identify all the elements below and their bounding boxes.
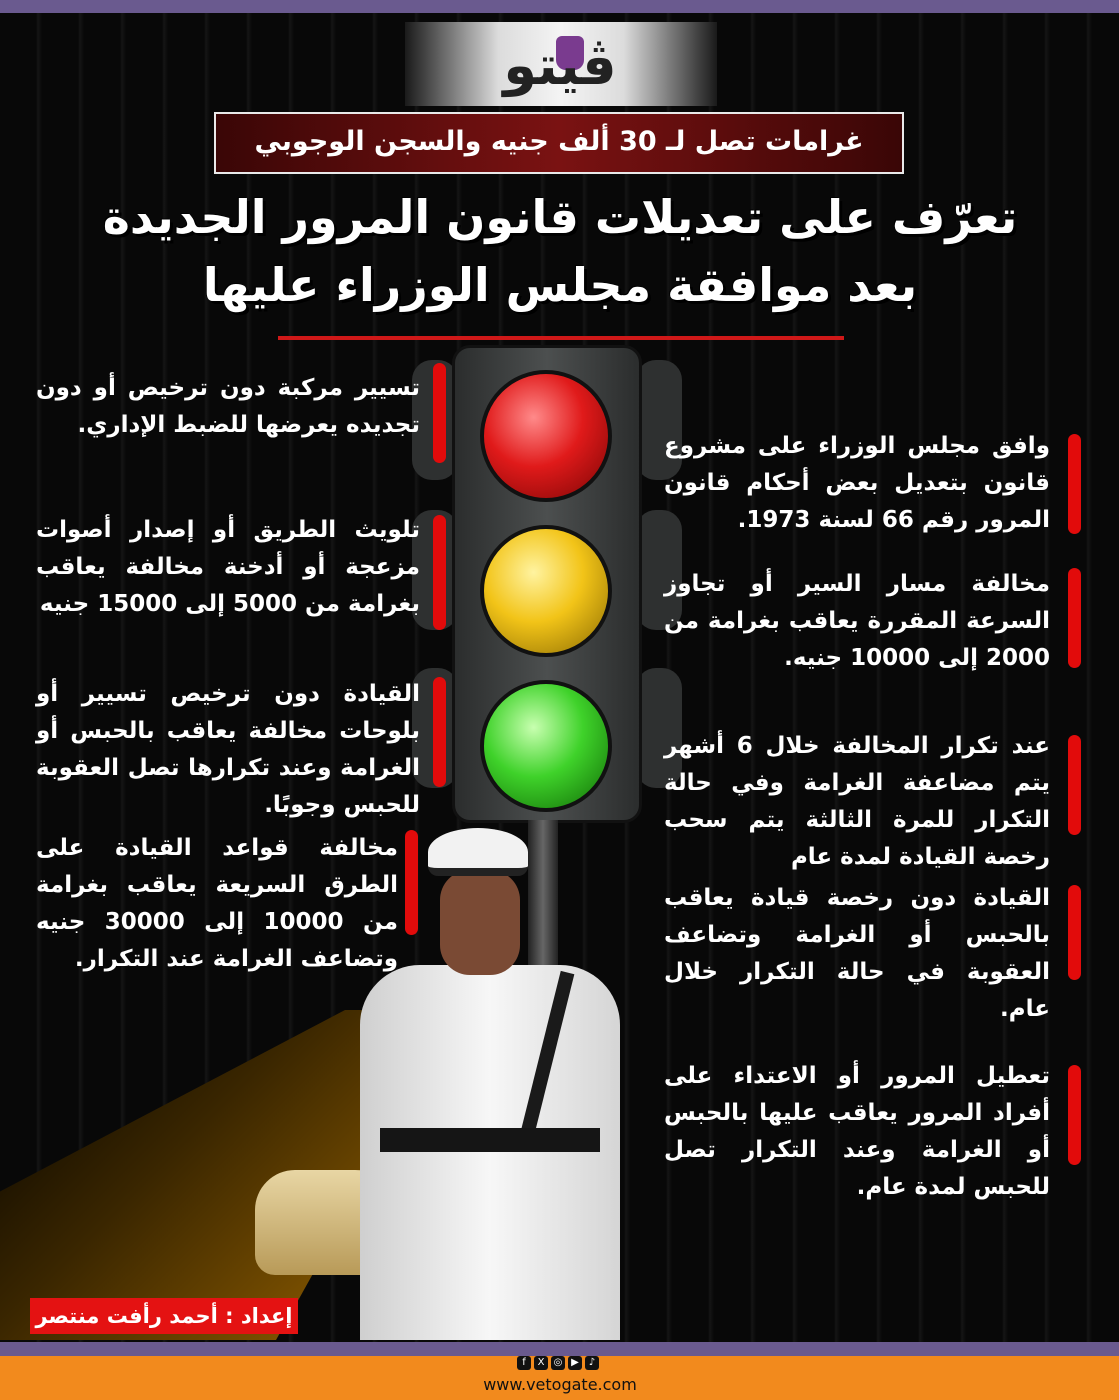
left-item-2: تلويث الطريق أو إصدار أصوات مزعجة أو أدخنة مخالفة يعاقب بغرامة من 5000 إلى 15000 جنيه [36, 517, 420, 617]
bullet-bar-left-1 [433, 363, 446, 463]
headline-line-2: بعد موافقة مجلس الوزراء عليها [202, 258, 918, 312]
traffic-officer-head [440, 870, 520, 975]
vetogate-logo: ڤيتو [503, 34, 617, 97]
bottom-purple-bar [0, 1342, 1119, 1356]
left-item-4: مخالفة قواعد القيادة على الطرق السريعة يعاقب بغرامة من 10000 إلى 30000 جنيه وتضاعف الغرامة عند التكرار. [36, 835, 398, 972]
left-item-1: تسيير مركبة دون ترخيص أو دون تجديده يعرضها للضبط الإداري. [36, 375, 420, 438]
facebook-icon[interactable]: f [517, 1356, 531, 1370]
traffic-light-pole [528, 820, 558, 970]
bullet-bar-right-4 [1068, 885, 1081, 980]
youtube-icon[interactable]: ▶ [568, 1356, 582, 1370]
x-icon[interactable]: X [534, 1356, 548, 1370]
right-item-5: تعطيل المرور أو الاعتداء على أفراد المرور يعاقب عليها بالحبس أو الغرامة وعند التكرار تصل للحبس لمدة عام. [664, 1063, 1050, 1200]
headline-line-1: تعرّف على تعديلات قانون المرور الجديدة [102, 190, 1018, 244]
bullet-bar-right-2 [1068, 568, 1081, 668]
bullet-bar-right-5 [1068, 1065, 1081, 1165]
traffic-officer-body [360, 965, 620, 1340]
bullet-bar-right-1 [1068, 434, 1081, 534]
right-item-3: عند تكرار المخالفة خلال 6 أشهر يتم مضاعفة الغرامة وفي حالة التكرار للمرة الثالثة يتم سحب رخصة القيادة لمدة عام [664, 733, 1050, 870]
author-credit: إعداد : أحمد رأفت منتصر [30, 1298, 298, 1334]
tiktok-icon[interactable]: ♪ [585, 1356, 599, 1370]
bullet-bar-left-3 [433, 677, 446, 787]
yellow-light-icon [480, 525, 612, 657]
top-purple-bar [0, 0, 1119, 13]
left-item-3: القيادة دون ترخيص تسيير أو بلوحات مخالفة يعاقب بالحبس أو الغرامة وعند تكرارها تصل العقوبة للحبس وجوبًا. [36, 681, 420, 818]
green-light-icon [480, 680, 612, 812]
right-item-4: القيادة دون رخصة قيادة يعاقب بالحبس أو الغرامة وتضاعف العقوبة في حالة التكرار خلال عام. [664, 885, 1050, 1022]
right-item-2: مخالفة مسار السير أو تجاوز السرعة المقررة يعاقب بغرامة من 2000 إلى 10000 جنيه. [664, 571, 1050, 671]
officer-cap [428, 828, 528, 876]
right-item-1: وافق مجلس الوزراء على مشروع قانون بتعديل بعض أحكام قانون المرور رقم 66 لسنة 1973. [664, 433, 1050, 533]
officer-belt [380, 1128, 600, 1152]
website-link[interactable]: www.vetogate.com [483, 1375, 637, 1394]
red-light-icon [480, 370, 612, 502]
bullet-bar-left-2 [433, 515, 446, 630]
subheadline-banner: غرامات تصل لـ 30 ألف جنيه والسجن الوجوبي [214, 112, 904, 174]
bullet-bar-right-3 [1068, 735, 1081, 835]
instagram-icon[interactable]: ◎ [551, 1356, 565, 1370]
headline-underline [278, 336, 844, 340]
bullet-bar-left-4 [405, 830, 418, 935]
social-icons [508, 1356, 608, 1374]
